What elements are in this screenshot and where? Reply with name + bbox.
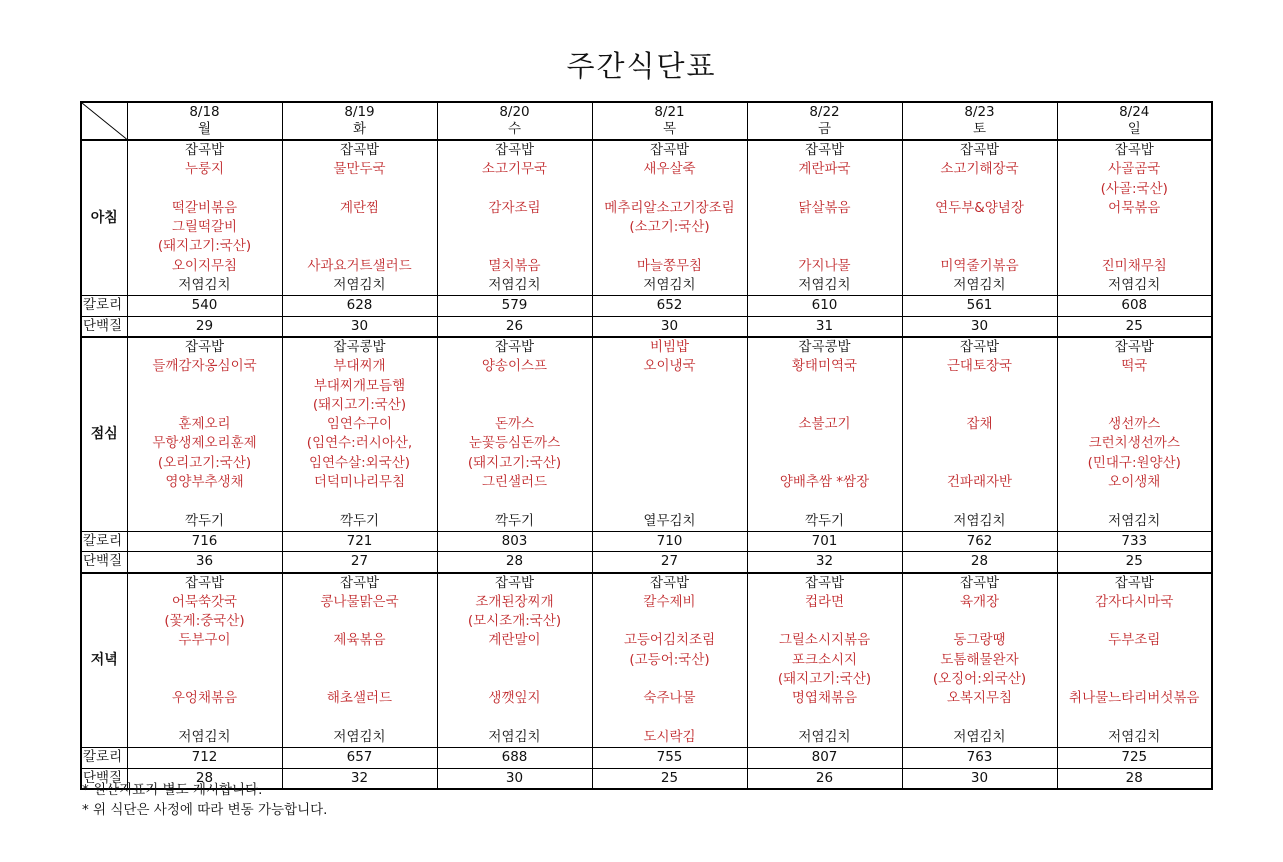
menu-item (903, 434, 1057, 453)
menu-item: 잡곡밥 (649, 574, 690, 591)
menu-item: 저염김치 (643, 277, 696, 294)
day-header (902, 102, 1057, 140)
menu-cell (282, 573, 437, 748)
menu-item: (소고기:국산) (629, 219, 710, 236)
protein-value: 28 (437, 552, 592, 573)
protein-row (81, 316, 1212, 337)
menu-item: 잡곡밥 (804, 142, 845, 158)
menu-item: 계란파국 (798, 161, 851, 178)
protein-value: 30 (437, 768, 592, 789)
menu-item (903, 492, 1057, 511)
menu-item: 마늘쫑무침 (636, 257, 703, 274)
menu-item: 임연수살:외국산) (308, 454, 411, 471)
menu-item: 그릴떡갈비 (171, 219, 238, 236)
protein-value: 31 (747, 316, 902, 337)
menu-item: 물만두국 (333, 161, 386, 178)
menu-item: 소불고기 (798, 416, 851, 433)
menu-item (593, 454, 747, 473)
calorie-value: 710 (592, 531, 747, 551)
menu-item: 오이냉국 (643, 358, 696, 375)
menu-item (748, 492, 902, 511)
menu-item (283, 651, 437, 670)
menu-item: 저염김치 (333, 277, 386, 294)
protein-value: 26 (437, 316, 592, 337)
menu-cell (127, 573, 282, 748)
menu-item: 무항생제오리훈제 (152, 435, 257, 452)
menu-item: 돈까스 (494, 416, 535, 433)
menu-item (593, 612, 747, 631)
menu-item (593, 237, 747, 256)
menu-item: 취나물느타리버섯볶음 (1069, 690, 1200, 707)
page-title: 주간식단표 (566, 49, 717, 83)
calorie-value: 721 (282, 531, 437, 551)
menu-item: 소고기해장국 (940, 161, 1019, 178)
menu-item: (돼지고기:국산) (777, 671, 872, 688)
calorie-value: 701 (747, 531, 902, 551)
menu-item (1058, 709, 1212, 728)
menu-item: 미역줄기볶음 (940, 257, 1019, 274)
menu-item: 깍두기 (339, 512, 380, 529)
menu-item: 부대찌개 (333, 358, 386, 375)
day-header (747, 102, 902, 140)
menu-item: 도톰해물완자 (940, 651, 1019, 668)
calorie-value: 725 (1057, 748, 1212, 768)
menu-cell (592, 337, 747, 532)
day-weekday: 수 (507, 121, 522, 137)
menu-item: 진미채무침 (1101, 257, 1167, 274)
menu-item: 저염김치 (1108, 728, 1161, 745)
menu-item: 도시락김 (643, 728, 696, 745)
menu-item: 명엽채볶음 (791, 690, 858, 707)
protein-value: 25 (1057, 316, 1212, 337)
menu-item: (오징어:외국산) (932, 671, 1027, 688)
menu-item: (오리고기:국산) (157, 454, 252, 471)
protein-value: 30 (902, 768, 1057, 789)
menu-item: 잡곡밥 (1114, 574, 1154, 591)
menu-item (128, 377, 282, 396)
menu-item: 잡곡밥 (339, 574, 380, 591)
meal-row-0 (81, 140, 1212, 296)
menu-item (903, 377, 1057, 396)
menu-item (283, 180, 437, 199)
menu-cell (127, 337, 282, 532)
protein-value: 28 (1057, 768, 1212, 789)
menu-item: 포크소시지 (791, 651, 858, 668)
menu-item (593, 180, 747, 199)
menu-item: 감자다시마국 (1095, 593, 1174, 610)
menu-item (438, 237, 592, 256)
calorie-value: 608 (1057, 296, 1212, 316)
calorie-value: 561 (902, 296, 1057, 316)
day-weekday: 월 (197, 121, 212, 137)
menu-item (593, 396, 747, 415)
calorie-value: 716 (127, 531, 282, 551)
calorie-label: 칼로리 (81, 748, 127, 768)
calorie-value: 733 (1057, 531, 1212, 551)
menu-item: 소고기무국 (481, 161, 548, 178)
menu-item (748, 237, 902, 256)
menu-item (593, 709, 747, 728)
menu-item: 근대토장국 (946, 358, 1013, 375)
menu-item: 저염김치 (798, 728, 851, 745)
menu-item: 칼수제비 (643, 593, 696, 610)
menu-item: 연두부&양념장 (935, 199, 1024, 216)
menu-item (1058, 612, 1212, 631)
protein-label: 단백질 (81, 316, 127, 337)
menu-item (1058, 218, 1212, 237)
menu-item: 오이생채 (1108, 474, 1161, 491)
menu-item: 컵라면 (804, 593, 845, 610)
menu-item: (꽃게:중국산) (164, 613, 245, 630)
menu-item: 잡채 (966, 416, 993, 433)
protein-value: 25 (592, 768, 747, 789)
day-date: 8/19 (344, 104, 375, 120)
meal-row-1 (81, 337, 1212, 532)
day-header (592, 102, 747, 140)
calorie-label: 칼로리 (81, 531, 127, 551)
menu-item (748, 612, 902, 631)
protein-value: 26 (747, 768, 902, 789)
menu-item: 제육볶음 (333, 632, 386, 649)
day-date: 8/24 (1119, 104, 1150, 120)
menu-item: 저염김치 (798, 277, 851, 294)
protein-value: 30 (592, 316, 747, 337)
menu-item: 저염김치 (1108, 512, 1161, 529)
protein-value: 29 (127, 316, 282, 337)
menu-item: 동그랑땡 (953, 632, 1006, 649)
menu-item: 생깻잎지 (488, 690, 541, 707)
menu-item: 깍두기 (494, 512, 535, 529)
day-date: 8/23 (964, 104, 995, 120)
menu-item (438, 709, 592, 728)
meal-name: 저녁 (81, 573, 127, 748)
menu-cell (1057, 337, 1212, 532)
calorie-value: 712 (127, 748, 282, 768)
protein-value: 32 (747, 552, 902, 573)
menu-item: 계란찜 (339, 199, 380, 216)
menu-item: 떡국 (1121, 358, 1148, 375)
menu-item: 저염김치 (953, 277, 1006, 294)
menu-item (593, 670, 747, 689)
menu-item: (돼지고기:국산) (312, 396, 407, 413)
menu-item (748, 396, 902, 415)
menu-item: 열무김치 (643, 512, 696, 529)
menu-item: 잡곡밥 (649, 142, 690, 158)
menu-item (748, 434, 902, 453)
menu-cell (902, 337, 1057, 532)
menu-item: 잡곡콩밥 (798, 338, 851, 355)
menu-item: 잡곡밥 (184, 338, 225, 355)
menu-item (593, 492, 747, 511)
menu-item: 더덕미나리무침 (313, 474, 406, 491)
menu-item (903, 180, 1057, 199)
menu-item: 어묵볶음 (1108, 199, 1161, 216)
menu-item (438, 396, 592, 415)
day-header (282, 102, 437, 140)
menu-item: (돼지고기:국산) (157, 238, 252, 255)
menu-cell (902, 573, 1057, 748)
menu-item: 크런치생선까스 (1088, 435, 1180, 452)
calorie-value: 762 (902, 531, 1057, 551)
menu-item: 오이지무침 (171, 257, 238, 274)
menu-item: 저염김치 (953, 728, 1006, 745)
menu-item (438, 492, 592, 511)
menu-item: 닭살볶음 (798, 199, 851, 216)
menu-item (283, 709, 437, 728)
menu-item: 콩나물맑은국 (320, 593, 399, 610)
menu-item (283, 492, 437, 511)
menu-item: 고등어김치조림 (623, 632, 716, 649)
menu-item: 새우살죽 (643, 161, 696, 178)
menu-item: (민대구:원양산) (1087, 454, 1181, 471)
menu-item (903, 612, 1057, 631)
menu-cell (437, 337, 592, 532)
menu-item: 잡곡밥 (184, 142, 225, 158)
notes (82, 780, 327, 820)
menu-item (748, 454, 902, 473)
calorie-value: 610 (747, 296, 902, 316)
protein-label: 단백질 (81, 552, 127, 573)
day-weekday: 금 (817, 121, 832, 137)
menu-cell (437, 573, 592, 748)
menu-item: 저염김치 (178, 728, 231, 745)
calorie-label: 칼로리 (81, 296, 127, 316)
menu-cell (437, 140, 592, 296)
menu-item (1058, 396, 1212, 415)
protein-value: 27 (282, 552, 437, 573)
calorie-value: 540 (127, 296, 282, 316)
calorie-value: 688 (437, 748, 592, 768)
menu-cell (747, 337, 902, 532)
menu-item: 깍두기 (804, 512, 845, 529)
menu-item (128, 651, 282, 670)
menu-item (593, 415, 747, 434)
protein-value: 32 (282, 768, 437, 789)
meal-name: 점심 (81, 337, 127, 532)
menu-item: 누룽지 (184, 161, 225, 178)
menu-item: 잡곡밥 (184, 574, 225, 591)
menu-item (1058, 651, 1212, 670)
menu-item: (고등어:국산) (629, 651, 710, 668)
menu-cell (592, 573, 747, 748)
menu-item (128, 709, 282, 728)
protein-row (81, 552, 1212, 573)
menu-item: 잡곡밥 (959, 338, 1000, 355)
menu-item: 숙주나물 (643, 690, 696, 707)
day-header (127, 102, 282, 140)
menu-item: 저염김치 (1108, 277, 1161, 294)
menu-item: 잡곡밥 (1114, 142, 1154, 158)
menu-item: 육개장 (959, 593, 1000, 610)
day-date: 8/22 (809, 104, 840, 120)
menu-item: 잡곡밥 (804, 574, 845, 591)
day-header (1057, 102, 1212, 140)
day-weekday: 토 (972, 121, 987, 137)
menu-item: 저염김치 (333, 728, 386, 745)
menu-item: 멸치볶음 (488, 257, 541, 274)
menu-item: 계란말이 (488, 632, 541, 649)
menu-item: (임연수:러시아산, (306, 435, 413, 452)
menu-item: 저염김치 (178, 277, 231, 294)
menu-item: 잡곡밥 (1114, 338, 1154, 355)
menu-item (438, 651, 592, 670)
menu-item: 가지나물 (798, 257, 851, 274)
menu-cell (1057, 140, 1212, 296)
protein-value: 36 (127, 552, 282, 573)
menu-item: 영양부추생채 (165, 474, 244, 491)
menu-item: 감자조림 (488, 199, 541, 216)
menu-item (903, 454, 1057, 473)
menu-item: 저염김치 (488, 728, 541, 745)
day-date: 8/20 (499, 104, 530, 120)
menu-item: 부대찌개모듬햄 (313, 377, 406, 394)
menu-item: 저염김치 (953, 512, 1006, 529)
menu-item: 양배추쌈 *쌈장 (779, 474, 870, 491)
meal-row-2 (81, 573, 1212, 748)
menu-item (283, 237, 437, 256)
menu-item (1058, 492, 1212, 511)
calorie-row (81, 531, 1212, 551)
menu-item: (돼지고기:국산) (467, 454, 562, 471)
menu-item: 해초샐러드 (326, 690, 393, 707)
menu-item: 잡곡밥 (339, 142, 380, 158)
protein-value: 30 (282, 316, 437, 337)
menu-item: 사과요거트샐러드 (307, 257, 412, 274)
menu-item (283, 612, 437, 631)
menu-item: 훈제오리 (178, 416, 231, 433)
menu-cell (282, 140, 437, 296)
menu-item: 양송이스프 (481, 358, 548, 375)
menu-item: 잡곡밥 (959, 142, 1000, 158)
menu-item (128, 492, 282, 511)
calorie-row (81, 748, 1212, 768)
menu-item: 생선까스 (1108, 416, 1161, 433)
day-weekday: 목 (662, 121, 677, 137)
header-row (81, 102, 1212, 140)
menu-item: 그릴소시지볶음 (778, 632, 871, 649)
menu-item: 눈꽃등심돈까스 (468, 435, 561, 452)
calorie-row (81, 296, 1212, 316)
protein-value: 27 (592, 552, 747, 573)
menu-item: 저염김치 (488, 277, 541, 294)
weekly-menu-table (80, 101, 1213, 790)
menu-item: 떡갈비볶음 (171, 199, 238, 216)
menu-item: 들깨감자옹심이국 (152, 358, 257, 375)
menu-item (438, 377, 592, 396)
menu-item (748, 218, 902, 237)
menu-item: 잡곡밥 (494, 574, 535, 591)
menu-item (283, 670, 437, 689)
menu-item (128, 180, 282, 199)
menu-item: 어묵쑥갓국 (171, 593, 238, 610)
menu-item: 잡곡밥 (494, 142, 535, 158)
menu-item: 잡곡밥 (959, 574, 1000, 591)
protein-value: 28 (902, 552, 1057, 573)
menu-item (903, 218, 1057, 237)
protein-value: 25 (1057, 552, 1212, 573)
calorie-value: 755 (592, 748, 747, 768)
day-date: 8/18 (189, 104, 220, 120)
protein-value: 28 (127, 768, 282, 789)
menu-item (283, 218, 437, 237)
menu-item (1058, 237, 1212, 256)
menu-cell (592, 140, 747, 296)
corner-cell (81, 102, 127, 140)
menu-item: 건파래자반 (946, 474, 1013, 491)
menu-item: 메추리알소고기장조림 (604, 199, 735, 216)
menu-cell (902, 140, 1057, 296)
menu-item (128, 670, 282, 689)
menu-item: 우엉채볶음 (171, 690, 238, 707)
menu-item: 조개된장찌개 (475, 593, 554, 610)
menu-item (903, 396, 1057, 415)
menu-item (748, 709, 902, 728)
day-header (437, 102, 592, 140)
calorie-value: 652 (592, 296, 747, 316)
day-weekday: 일 (1127, 121, 1141, 137)
menu-cell (747, 140, 902, 296)
calorie-value: 763 (902, 748, 1057, 768)
calorie-value: 803 (437, 531, 592, 551)
menu-item (593, 434, 747, 453)
menu-item (593, 473, 747, 492)
note-change: * 위 식단은 사정에 따라 변동 가능합니다. (82, 802, 328, 818)
menu-item: (사골:국산) (1100, 180, 1168, 197)
menu-item (128, 396, 282, 415)
menu-item (748, 377, 902, 396)
menu-cell (127, 140, 282, 296)
menu-cell (747, 573, 902, 748)
calorie-value: 657 (282, 748, 437, 768)
menu-cell (1057, 573, 1212, 748)
menu-item (748, 180, 902, 199)
menu-item (903, 709, 1057, 728)
protein-value: 30 (902, 316, 1057, 337)
menu-cell (282, 337, 437, 532)
menu-item: 두부구이 (178, 632, 231, 649)
menu-item: 황태미역국 (791, 358, 858, 375)
menu-item (438, 180, 592, 199)
diagonal-line (82, 103, 127, 139)
day-weekday: 화 (352, 121, 367, 137)
note-origin: * 원산지표기 별도 게시합니다. (82, 782, 263, 798)
calorie-value: 807 (747, 748, 902, 768)
menu-item: 임연수구이 (326, 416, 393, 433)
menu-item (593, 377, 747, 396)
menu-item: 사골곰국 (1108, 161, 1161, 178)
menu-item (438, 218, 592, 237)
menu-item: 깍두기 (184, 512, 225, 529)
menu-item (1058, 377, 1212, 396)
day-date: 8/21 (654, 104, 685, 120)
meal-name: 아침 (81, 140, 127, 296)
menu-item: 두부조림 (1108, 632, 1161, 649)
menu-item (1058, 670, 1212, 689)
menu-item: 비빔밥 (649, 338, 690, 355)
menu-item (438, 670, 592, 689)
menu-item: (모시조개:국산) (467, 613, 562, 630)
menu-item: 그린샐러드 (481, 474, 548, 491)
calorie-value: 579 (437, 296, 592, 316)
calorie-value: 628 (282, 296, 437, 316)
menu-item (903, 237, 1057, 256)
protein-label: 단백질 (81, 768, 127, 789)
menu-item: 잡곡콩밥 (333, 338, 386, 355)
menu-item: 오복지무침 (946, 690, 1013, 707)
menu-item: 잡곡밥 (494, 338, 535, 355)
